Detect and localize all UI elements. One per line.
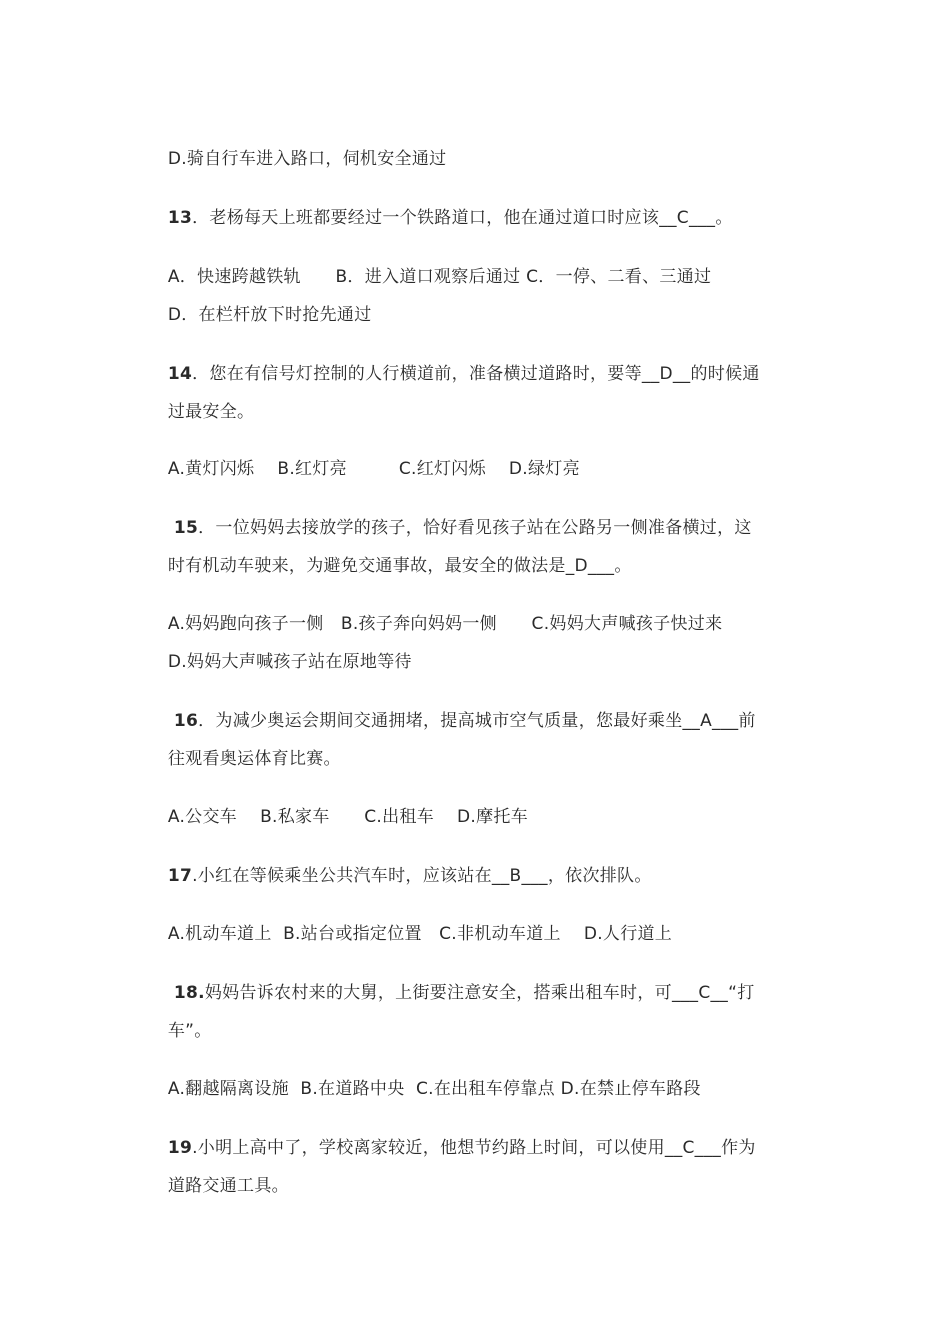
line-text: 道路交通工具。 — [167, 1176, 289, 1196]
line-text: D．在栏杆放下时抢先通过 — [167, 305, 372, 325]
q13-stem — [145, 185, 733, 251]
line-text: ．一位妈妈去接放学的孩子，恰好看见孩子站在公路另一侧准备横过，这 — [198, 518, 752, 538]
line-text: 往观看奥运体育比赛。 — [167, 749, 341, 769]
q15-stem-line-2 — [145, 533, 632, 599]
line-text: 妈妈告诉农村来的大舅，上街要注意安全，搭乘出租车时，可___C__“打 — [204, 983, 755, 1003]
q18-stem-line-1 — [151, 960, 755, 1026]
line-text: A.机动车道上 B.站台或指定位置 C.非机动车道上 D.人行道上 — [167, 924, 673, 944]
q18-stem-line-2 — [145, 998, 212, 1064]
question-number: 13 — [167, 208, 193, 228]
question-number: 18. — [173, 983, 205, 1003]
q18-options — [145, 1056, 701, 1122]
line-text: 过最安全。 — [167, 402, 255, 422]
q12-option-d — [145, 126, 446, 192]
line-text: .小明上高中了，学校离家较近，他想节约路上时间，可以使用__C___作为 — [192, 1138, 756, 1158]
q19-stem-line-2 — [145, 1153, 289, 1219]
line-text: .小红在等候乘坐公共汽车时，应该站在__B___，依次排队。 — [192, 866, 652, 886]
question-number: 19 — [167, 1138, 193, 1158]
line-text: ．为减少奥运会期间交通拥堵，提高城市空气质量，您最好乘坐__A___前 — [198, 711, 756, 731]
line-text: ．老杨每天上班都要经过一个铁路道口，他在通过道口时应该__C___。 — [192, 208, 733, 228]
question-number: 16 — [173, 711, 199, 731]
line-text: 车”。 — [167, 1021, 212, 1041]
q13-options-row-2 — [145, 282, 372, 348]
line-text: D.骑自行车进入路口，伺机安全通过 — [167, 149, 447, 169]
question-number: 17 — [167, 866, 193, 886]
q14-options — [145, 436, 580, 502]
line-text: A.公交车 B.私家车 C.出租车 D.摩托车 — [167, 807, 529, 827]
line-text: 时有机动车驶来，为避免交通事故，最安全的做法是_D___。 — [167, 556, 632, 576]
line-text: D.妈妈大声喊孩子站在原地等待 — [167, 652, 412, 672]
line-text: A.翻越隔离设施 B.在道路中央 C.在出租车停靠点 D.在禁止停车路段 — [167, 1079, 701, 1099]
q17-options — [145, 901, 672, 967]
question-number: 14 — [167, 364, 193, 384]
q17-stem — [145, 843, 652, 909]
q16-stem-line-2 — [145, 726, 341, 792]
line-text: A．快速跨越铁轨 B．进入道口观察后通过 C．一停、二看、三通过 — [167, 267, 712, 287]
line-text: A.妈妈跑向孩子一侧 B.孩子奔向妈妈一侧 C.妈妈大声喊孩子快过来 — [167, 614, 723, 634]
q16-options — [145, 784, 528, 850]
line-text: A.黄灯闪烁 B.红灯亮 C.红灯闪烁 D.绿灯亮 — [167, 459, 580, 479]
question-number: 15 — [173, 518, 199, 538]
q15-options-row-2 — [145, 629, 412, 695]
line-text: ．您在有信号灯控制的人行横道前，准备横过道路时，要等__D__的时候通 — [192, 364, 760, 384]
